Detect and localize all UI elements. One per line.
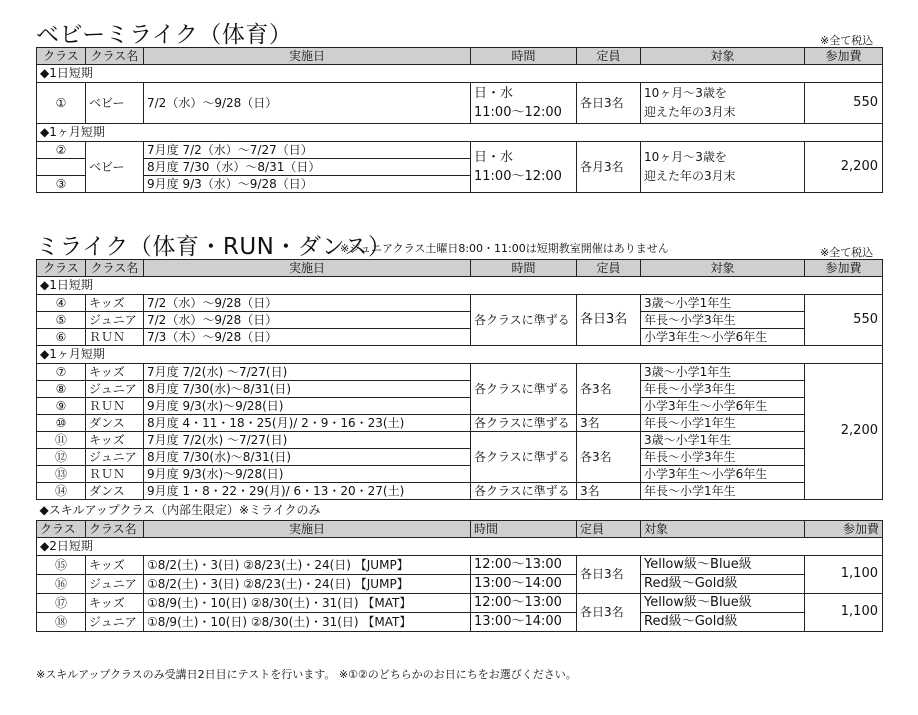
class-name: ダンス: [86, 483, 144, 500]
header-cell: 参加費: [805, 48, 883, 65]
class-number: ⑯: [37, 575, 86, 594]
section-label: ◆1ヶ月短期: [37, 124, 883, 142]
schedule-date: 9月度 9/3(水)～9/28(日): [144, 466, 471, 483]
schedule-date: 9月度 9/3(水)～9/28(日): [144, 398, 471, 415]
table-row: [37, 432, 883, 449]
target: 年長～小学1年生: [641, 483, 805, 500]
class-number: ⑮: [37, 556, 86, 575]
section-label: ◆1ヶ月短期: [37, 346, 883, 364]
time-days: 日・水: [474, 150, 514, 165]
baby-tax-note: ※全て税込: [820, 34, 874, 47]
class-number: ⑨: [37, 398, 86, 415]
capacity: 3名: [577, 415, 641, 432]
header-cell: クラス: [37, 521, 86, 538]
time-cell: 各クラスに準ずる: [471, 432, 577, 483]
fee: 1,100: [805, 556, 883, 594]
time-cell: 12:00～13:00: [471, 594, 577, 613]
class-number: ⑰: [37, 594, 86, 613]
header-cell: クラス: [37, 260, 86, 277]
capacity: 各日3名: [577, 83, 641, 124]
target: 3歳～小学1年生: [641, 364, 805, 381]
fee: 550: [805, 83, 883, 124]
section-label: ◆1日短期: [37, 277, 883, 295]
header-cell: 参加費: [805, 260, 883, 277]
target: Yellow級～Blue級: [641, 594, 805, 613]
table-row: [37, 449, 883, 466]
schedule-date: 9月度 9/3（水）～9/28（日）: [144, 176, 471, 193]
time-cell: [471, 83, 577, 124]
capacity: 各日3名: [577, 295, 641, 346]
header-cell: 定員: [577, 260, 641, 277]
class-name: ジュニア: [86, 449, 144, 466]
table-header-row: [37, 260, 883, 277]
time-cell: 13:00～14:00: [471, 575, 577, 594]
target-line: 迎えた年の3月末: [644, 105, 736, 119]
class-name: ベビー: [86, 83, 144, 124]
header-cell: クラス名: [86, 48, 144, 65]
schedule-date: 7月度 7/2(水) ～7/27(日): [144, 364, 471, 381]
schedule-date: 8月度 7/30(水)～8/31(日): [144, 449, 471, 466]
mirai-title: ミライク（体育・RUN・ダンス）: [36, 234, 392, 260]
target: 3歳～小学1年生: [641, 295, 805, 312]
target: 小学3年生～小学6年生: [641, 398, 805, 415]
section-label-row: [37, 500, 883, 521]
mirai-tax-note: ※全て税込: [820, 246, 874, 259]
class-name: キッズ: [86, 364, 144, 381]
schedule-date: ①8/2(土)・3(日) ②8/23(土)・24(日) 【JUMP】: [144, 575, 471, 594]
capacity: 各日3名: [577, 556, 641, 594]
schedule-date: 7月度 7/2(水) ～7/27(日): [144, 432, 471, 449]
schedule-date: 7/2（水）～9/28（日）: [144, 83, 471, 124]
class-name: キッズ: [86, 594, 144, 613]
schedule-date: 8月度 4・11・18・25(月)/ 2・9・16・23(土): [144, 415, 471, 432]
table-row: [37, 312, 883, 329]
header-cell: 時間: [471, 521, 577, 538]
mirai-subnote: ※ジュニアクラス土曜日8:00・11:00は短期教室開催はありません: [340, 242, 669, 255]
table-header-row: [37, 521, 883, 538]
section-label: ◆1日短期: [37, 65, 883, 83]
header-cell: 対象: [641, 260, 805, 277]
target: 年長～小学3年生: [641, 312, 805, 329]
header-cell: クラス名: [86, 260, 144, 277]
class-number: ⑱: [37, 613, 86, 632]
target-line: 10ヶ月～3歳を: [644, 150, 727, 164]
section-label: ◆2日短期: [37, 538, 883, 556]
header-cell: 実施日: [144, 48, 471, 65]
target-cell: [641, 83, 805, 124]
class-number: ①: [37, 83, 86, 124]
capacity: 各3名: [577, 364, 641, 415]
table-header-row: [37, 48, 883, 65]
class-number-blank: [37, 159, 86, 176]
target: 小学3年生～小学6年生: [641, 466, 805, 483]
header-cell: 定員: [577, 48, 641, 65]
table-row: [37, 466, 883, 483]
target: 年長～小学1年生: [641, 415, 805, 432]
header-cell: 対象: [641, 521, 805, 538]
target: 年長～小学3年生: [641, 449, 805, 466]
fee: 550: [805, 295, 883, 346]
class-name: ＲＵＮ: [86, 398, 144, 415]
header-cell: 対象: [641, 48, 805, 65]
skill-footnote: ※スキルアップクラスのみ受講日2日目にテストを行います。 ※①②のどちらかのお日にちをお選びください。: [36, 668, 577, 681]
table-row: [37, 364, 883, 381]
class-number: ②: [37, 142, 86, 159]
header-cell: 実施日: [144, 260, 471, 277]
target-cell: [641, 142, 805, 193]
time-cell: 13:00～14:00: [471, 613, 577, 632]
time-cell: 各クラスに準ずる: [471, 295, 577, 346]
section-label-row: [37, 277, 883, 295]
section-label-row: [37, 346, 883, 364]
class-name: ジュニア: [86, 381, 144, 398]
table-row: [37, 142, 883, 159]
table-row: [37, 381, 883, 398]
target-line: 迎えた年の3月末: [644, 169, 736, 183]
section-label: ◆スキルアップクラス（内部生限定）※ミライクのみ: [37, 500, 883, 521]
target: 年長～小学3年生: [641, 381, 805, 398]
header-cell: 実施日: [144, 521, 471, 538]
table-row: [37, 329, 883, 346]
section-label-row: [37, 124, 883, 142]
table-row: [37, 415, 883, 432]
table-row: [37, 83, 883, 124]
target: 小学3年生～小学6年生: [641, 329, 805, 346]
class-name: ＲＵＮ: [86, 466, 144, 483]
time-cell: 12:00～13:00: [471, 556, 577, 575]
section-label-row: [37, 65, 883, 83]
time-hours: 11:00～12:00: [474, 169, 562, 184]
header-cell: 参加費: [805, 521, 883, 538]
class-name: キッズ: [86, 295, 144, 312]
table-row: [37, 483, 883, 500]
section-label-row: [37, 538, 883, 556]
target-line: 10ヶ月～3歳を: [644, 86, 727, 100]
schedule-date: 9月度 1・8・22・29(月)/ 6・13・20・27(土): [144, 483, 471, 500]
target: Red級～Gold級: [641, 613, 805, 632]
class-number: ⑦: [37, 364, 86, 381]
time-cell: 各クラスに準ずる: [471, 364, 577, 415]
baby-table: [36, 47, 883, 193]
class-number: ⑫: [37, 449, 86, 466]
schedule-date: 7/3（木）～9/28（日）: [144, 329, 471, 346]
table-row: [37, 575, 883, 594]
fee: 2,200: [805, 142, 883, 193]
capacity: 各3名: [577, 432, 641, 483]
schedule-date: 8月度 7/30（水）～8/31（日）: [144, 159, 471, 176]
time-cell: 各クラスに準ずる: [471, 415, 577, 432]
capacity: 各月3名: [577, 142, 641, 193]
baby-title: ベビーミライク（体育）: [36, 22, 293, 48]
class-number: ⑩: [37, 415, 86, 432]
class-name: ベビー: [86, 142, 144, 193]
class-name: キッズ: [86, 432, 144, 449]
capacity: 3名: [577, 483, 641, 500]
class-name: ＲＵＮ: [86, 329, 144, 346]
header-cell: クラス名: [86, 521, 144, 538]
time-cell: [471, 142, 577, 193]
class-name: ジュニア: [86, 575, 144, 594]
class-name: キッズ: [86, 556, 144, 575]
table-row: [37, 556, 883, 575]
class-number: ⑭: [37, 483, 86, 500]
schedule-date: 7/2（水）～9/28（日）: [144, 295, 471, 312]
class-number: ⑪: [37, 432, 86, 449]
time-hours: 11:00～12:00: [474, 105, 562, 120]
class-number: ⑬: [37, 466, 86, 483]
class-number: ④: [37, 295, 86, 312]
time-cell: 各クラスに準ずる: [471, 483, 577, 500]
target: Red級～Gold級: [641, 575, 805, 594]
table-row: [37, 594, 883, 613]
target: Yellow級～Blue級: [641, 556, 805, 575]
header-cell: クラス: [37, 48, 86, 65]
schedule-date: ①8/9(土)・10(日) ②8/30(土)・31(日) 【MAT】: [144, 613, 471, 632]
class-number: ⑤: [37, 312, 86, 329]
class-number: ⑥: [37, 329, 86, 346]
schedule-date: 7月度 7/2（水）～7/27（日）: [144, 142, 471, 159]
class-name: ダンス: [86, 415, 144, 432]
class-name: ジュニア: [86, 312, 144, 329]
mirai-table: [36, 259, 883, 632]
header-cell: 定員: [577, 521, 641, 538]
schedule-date: 7/2（水）～9/28（日）: [144, 312, 471, 329]
table-row: [37, 295, 883, 312]
header-cell: 時間: [471, 48, 577, 65]
target: 3歳～小学1年生: [641, 432, 805, 449]
class-number: ③: [37, 176, 86, 193]
fee: 1,100: [805, 594, 883, 632]
schedule-date: ①8/2(土)・3(日) ②8/23(土)・24(日) 【JUMP】: [144, 556, 471, 575]
class-number: ⑧: [37, 381, 86, 398]
fee: 2,200: [805, 364, 883, 500]
time-days: 日・水: [474, 86, 514, 101]
schedule-date: 8月度 7/30(水)～8/31(日): [144, 381, 471, 398]
table-row: [37, 398, 883, 415]
header-cell: 時間: [471, 260, 577, 277]
table-row: [37, 613, 883, 632]
class-name: ジュニア: [86, 613, 144, 632]
capacity: 各日3名: [577, 594, 641, 632]
schedule-date: ①8/9(土)・10(日) ②8/30(土)・31(日) 【MAT】: [144, 594, 471, 613]
